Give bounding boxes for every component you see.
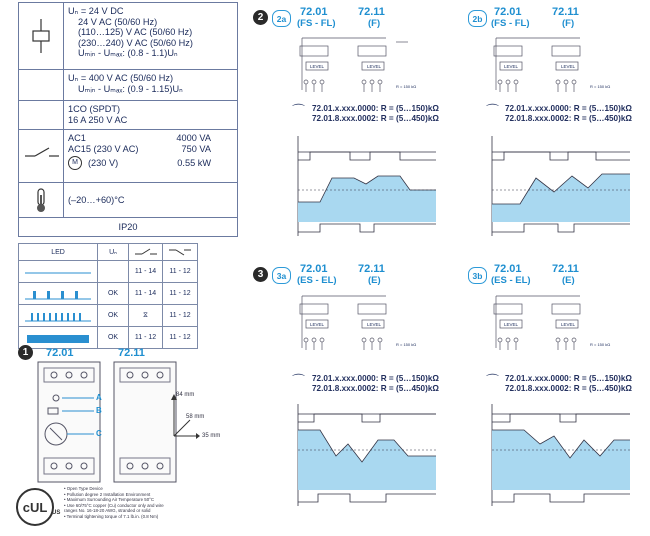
spec-row-400 xyxy=(19,70,237,101)
s3a-res1: 72.01.x.xxx.0000: R = (5…150)kΩ xyxy=(312,374,439,383)
supply-line-2: (110…125) V AC (50/60 Hz) xyxy=(78,27,193,37)
led-row: OK ⧖ 11 - 12 xyxy=(19,305,197,327)
section-1-badge: 1 xyxy=(18,345,33,360)
section-3-badge: 3 xyxy=(253,267,268,282)
s3b-mode-a: (ES - EL) xyxy=(491,275,531,286)
s3a-res2: 72.01.8.xxx.0002: R = (5…450)kΩ xyxy=(312,384,439,393)
motor-label: (230 V) xyxy=(88,157,119,168)
s1-code-a: 72.01 xyxy=(46,347,74,359)
supply-line-3: (230…240) V AC (50/60 Hz) xyxy=(78,37,193,48)
spec-row-supply xyxy=(19,3,237,70)
motor-value: 0.55 kW xyxy=(177,157,211,168)
label-c: C xyxy=(96,429,102,438)
supply-line-4: Uₘᵢₙ - Uₘₐₓ: (0.8 - 1.1)Uₙ xyxy=(78,48,178,58)
led-off-icon xyxy=(19,261,98,282)
led-header-led: LED xyxy=(19,244,98,260)
supply-dc: Uₙ = 24 V DC xyxy=(68,6,124,16)
s2a-code-b: 72.11 xyxy=(358,6,385,18)
tag-2b: 2b xyxy=(468,10,487,27)
s3b-res1: 72.01.x.xxx.0000: R = (5…150)kΩ xyxy=(505,374,632,383)
s3b-res2: 72.01.8.xxx.0002: R = (5…450)kΩ xyxy=(505,384,632,393)
switch-contact-icon xyxy=(19,130,64,182)
motor-icon: M xyxy=(68,156,82,170)
sensitivity-icon-2a: ⌒ xyxy=(292,103,306,118)
timing-diagram-2b xyxy=(484,132,634,242)
led-slow-flash-icon xyxy=(19,283,98,304)
level-label-3a: LEVEL xyxy=(310,322,325,327)
no-contact-icon xyxy=(129,244,163,260)
timing-diagram-3b xyxy=(484,400,634,512)
s3a-mode-a: (ES - EL) xyxy=(297,275,337,286)
level-label-3b-b: LEVEL xyxy=(561,322,576,327)
supply-400-range: Uₘᵢₙ - Uₘₐₓ: (0.9 - 1.15)Uₙ xyxy=(78,83,183,94)
dim-height: 84 mm xyxy=(176,392,195,398)
supply-400: Uₙ = 400 V AC (50/60 Hz) xyxy=(68,73,174,83)
ul-us-label: US xyxy=(52,510,61,516)
led-fast-flash-icon xyxy=(19,305,98,326)
level-label-2a-b: LEVEL xyxy=(367,64,382,69)
ip-rating: IP20 xyxy=(118,222,138,232)
dim-width: 35 mm xyxy=(202,433,221,439)
led-row: OK 11 - 12 11 - 12 xyxy=(19,327,197,348)
led-on-icon xyxy=(19,327,98,348)
s2b-res1: 72.01.x.xxx.0000: R = (5…150)kΩ xyxy=(505,104,632,113)
r-note-3b: R = 150 kΩ xyxy=(590,342,611,347)
s2a-mode-b: (F) xyxy=(368,18,381,29)
tag-3b: 3b xyxy=(468,267,487,284)
s2a-res2: 72.01.8.xxx.0002: R = (5…450)kΩ xyxy=(312,114,439,123)
s2b-code-b: 72.11 xyxy=(552,6,579,18)
contact-type: 1CO (SPDT) xyxy=(68,104,121,114)
led-table xyxy=(18,243,198,349)
s2b-mode-a: (FS - FL) xyxy=(491,18,530,29)
ul-cert-logo: cUL xyxy=(16,488,54,526)
sensitivity-icon-3b: ⌒ xyxy=(486,373,500,388)
level-label-3a-b: LEVEL xyxy=(367,322,382,327)
sensitivity-icon-3a: ⌒ xyxy=(292,373,306,388)
ac1-label: AC1 xyxy=(68,133,86,143)
s3b-mode-b: (E) xyxy=(562,275,575,286)
dim-depth: 58 mm xyxy=(186,414,205,420)
s2a-res1: 72.01.x.xxx.0000: R = (5…150)kΩ xyxy=(312,104,439,113)
ul-notes: • Open Type Device • Pollution degree 2 Installation Environment • Maximum Surrounding Air Temperature 50°C • Use 60/75°C copper (Cu) conductor only and wire ranges No. 16-18-20 AWG, stranded or solid • Terminal tightening torque of 7.1 lb.in. (0.8 Nm) xyxy=(64,486,164,519)
sensitivity-icon-2b: ⌒ xyxy=(486,103,500,118)
s3a-code-b: 72.11 xyxy=(358,263,385,275)
ac15-value: 750 VA xyxy=(181,143,211,154)
level-label-2b: LEVEL xyxy=(504,64,519,69)
ac15-label: AC15 (230 V AC) xyxy=(68,143,139,154)
label-a: A xyxy=(96,393,102,402)
led-row: 11 - 14 11 - 12 xyxy=(19,261,197,283)
timing-diagram-2a xyxy=(290,132,440,242)
nc-contact-icon xyxy=(163,244,197,260)
timing-diagram-3a xyxy=(290,400,440,512)
led-row: OK 11 - 14 11 - 12 xyxy=(19,283,197,305)
spec-row-temp xyxy=(19,183,237,218)
r-note-3a: R = 150 kΩ xyxy=(396,342,417,347)
led-header xyxy=(19,244,197,261)
level-label-2a: LEVEL xyxy=(310,64,325,69)
s1-code-b: 72.11 xyxy=(118,347,145,359)
ac1-value: 4000 VA xyxy=(176,133,211,143)
thermometer-icon xyxy=(19,183,64,217)
s2b-res2: 72.01.8.xxx.0002: R = (5…450)kΩ xyxy=(505,114,632,123)
coil-icon xyxy=(19,3,64,69)
clock-icon: ⧖ xyxy=(129,305,163,326)
contact-rating: 16 A 250 V AC xyxy=(68,114,128,125)
tag-2a: 2a xyxy=(272,10,291,27)
s2b-mode-b: (F) xyxy=(562,18,575,29)
tag-3a: 3a xyxy=(272,267,291,284)
supply-line-1: 24 V AC (50/60 Hz) xyxy=(78,16,158,27)
level-label-2b-b: LEVEL xyxy=(561,64,576,69)
spec-row-ratings xyxy=(19,130,237,183)
s3b-code-a: 72.01 xyxy=(494,263,522,275)
level-label-3b: LEVEL xyxy=(504,322,519,327)
s3a-mode-b: (E) xyxy=(368,275,381,286)
s2a-mode-a: (FS - FL) xyxy=(297,18,336,29)
led-header-un: Uₙ xyxy=(98,244,129,260)
label-b: B xyxy=(96,406,102,415)
spec-table xyxy=(18,2,238,237)
spec-row-contact xyxy=(19,101,237,130)
s3a-code-a: 72.01 xyxy=(300,263,328,275)
r-note-2a: R = 150 kΩ xyxy=(396,84,417,89)
r-note-2b: R = 150 kΩ xyxy=(590,84,611,89)
temp-range: (–20…+60)°C xyxy=(68,194,125,205)
section-2-badge: 2 xyxy=(253,10,268,25)
s2b-code-a: 72.01 xyxy=(494,6,522,18)
s3b-code-b: 72.11 xyxy=(552,263,579,275)
s2a-code-a: 72.01 xyxy=(300,6,328,18)
